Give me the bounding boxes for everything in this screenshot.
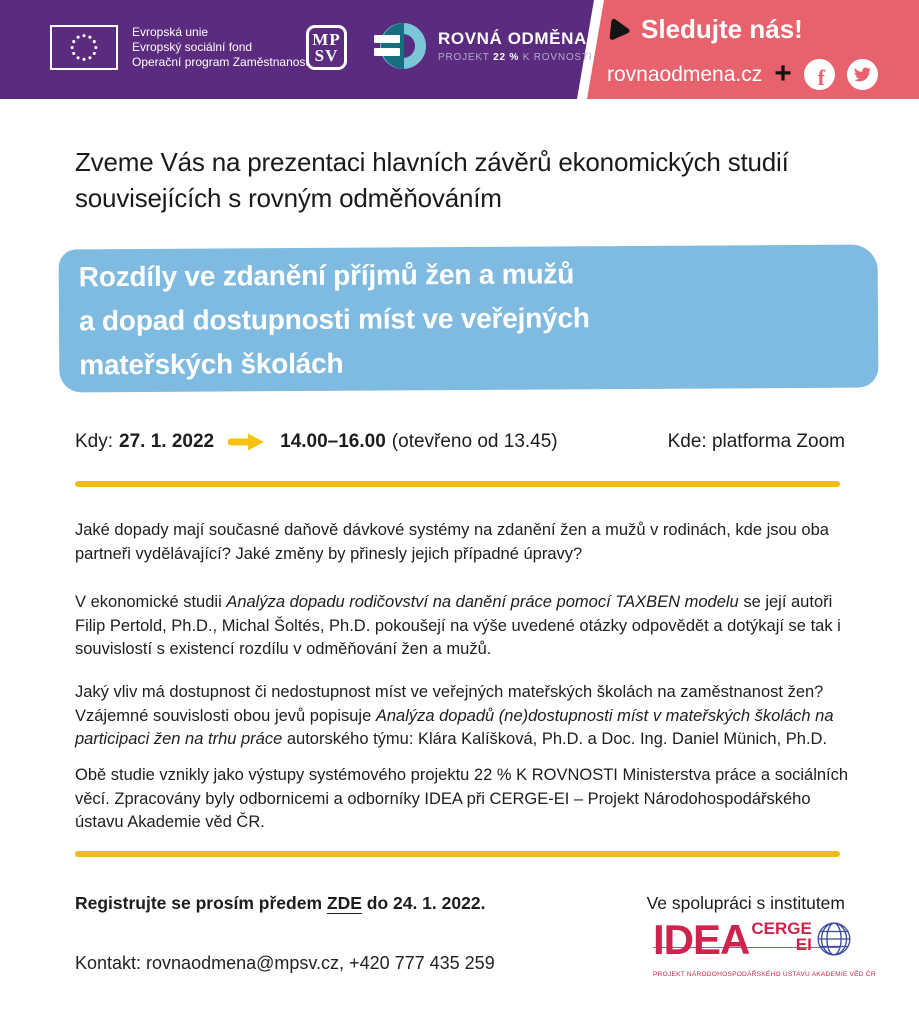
- p3-pre: Jaký vliv má dostupnost či nedostupnost míst ve veřejných mateřských školách na zaměstnanost žen? Vzájemné souvislosti obou jevů popisuje: [75, 683, 824, 725]
- register-pre: Registrujte se prosím předem: [75, 893, 327, 913]
- paragraph-project-info: Obě studie vznikly jako výstupy systémového projektu 22 % K ROVNOSTI Ministerstva práce a sociálních věcí. Zpracovány byly odbornicemi a odborníky IDEA při CERGE-EI – Projekt Národohospodářského ústavu Akademie věd ČR.: [75, 766, 849, 831]
- idea-tagline: PROJEKT NÁRODOHOSPODÁŘSKÉHO ÚSTAVU AKADEMIE VĚD ČR: [653, 971, 876, 978]
- eu-line-3: Operační program Zaměstnanost: [132, 55, 309, 69]
- banner-line-2: a dopad dostupnosti míst ve veřejných: [78, 301, 590, 336]
- eu-logo: [50, 25, 309, 70]
- cooperation-note: Ve spolupráci s institutem: [646, 893, 845, 913]
- cerge-label: CERGE: [751, 919, 812, 938]
- idea-logo-row: [653, 916, 845, 965]
- eu-text: [132, 25, 309, 70]
- banner-line-1: Rozdíly ve zdanění příjmů žen a mužů: [78, 257, 575, 292]
- when-label: Kdy:: [75, 431, 114, 452]
- equals-circle-icon: [374, 23, 426, 69]
- paragraph-study-taxben: [75, 591, 857, 662]
- equals-bar: [374, 48, 400, 56]
- plus-icon: +: [774, 56, 792, 90]
- p3-study-title: Analýza dopadů (ne)dostupnosti míst v mateřských školách na participaci žen na trhu práce: [75, 706, 834, 748]
- rovna-odmena-title: ROVNÁ ODMĚNA: [438, 29, 587, 48]
- social-block: [607, 14, 878, 90]
- facebook-letter: f: [817, 65, 825, 90]
- cerge-ei-block: [751, 921, 811, 953]
- ei-label: EI: [795, 935, 812, 954]
- subtitle-percent: 22 %: [493, 52, 520, 63]
- paragraph-questions: Jaké dopady mají současné daňově dávkové systémy na zdanění žen a mužů v rodinách, kde jsou oba partneři vydělávající? Jaké změny by přinesly jejich případné úpravy?: [75, 521, 829, 563]
- website-link[interactable]: rovnaodmena.cz: [607, 62, 763, 86]
- eu-line-1: Evropská unie: [132, 25, 209, 39]
- contact-line: Kontakt: rovnaodmena@mpsv.cz, +420 777 435 259: [75, 953, 495, 973]
- event-date: 27. 1. 2022: [119, 431, 215, 452]
- register-note: [75, 893, 485, 914]
- follow-us-label: Sledujte nás!: [641, 14, 803, 44]
- page-title: Zveme Vás na prezentaci hlavních závěrů ekonomických studií souvisejících s rovným odměňováním: [75, 147, 789, 213]
- where-info: Kde: platforma Zoom: [667, 431, 845, 452]
- facebook-icon[interactable]: [804, 59, 835, 90]
- eu-flag-icon: [50, 25, 118, 70]
- mpsv-line-2: SV: [314, 45, 339, 65]
- p2-pre: V ekonomické studii: [75, 593, 227, 611]
- arrow-right-icon: [228, 432, 266, 452]
- globe-icon: [814, 918, 854, 965]
- follow-us: [607, 14, 878, 45]
- rovna-odmena-text: [438, 29, 592, 63]
- twitter-icon[interactable]: [847, 59, 878, 90]
- subtitle-post: K ROVNOSTI: [519, 52, 593, 63]
- idea-wordmark: IDEA: [653, 916, 750, 963]
- site-row: [607, 56, 878, 90]
- rovna-odmena-subtitle: [438, 52, 592, 63]
- time-note: (otevřeno od 13.45): [391, 431, 558, 452]
- banner-line-3: mateřských školách: [79, 347, 344, 380]
- when-info: [75, 431, 558, 453]
- when-where-row: [75, 431, 845, 453]
- subtitle-pre: PROJEKT: [438, 52, 494, 63]
- mpsv-line-1: MP: [312, 29, 341, 49]
- idea-cerge-logo: [653, 916, 876, 978]
- paragraph-study-kindergarten: [75, 681, 857, 752]
- p2-study-title: Analýza dopadu rodičovství na danění práce pomocí TAXBEN modelu: [226, 593, 739, 611]
- topic-banner: [59, 244, 879, 392]
- half-disc-shape: [381, 23, 404, 69]
- p3-post: autorského týmu: Klára Kalíšková, Ph.D. a Doc. Ing. Daniel Münich, Ph.D.: [282, 730, 828, 748]
- mpsv-logo: [306, 25, 347, 70]
- yellow-divider-top: [75, 481, 840, 487]
- register-link[interactable]: ZDE: [326, 893, 362, 913]
- event-time: 14.00–16.00: [280, 431, 386, 452]
- footer-row: [75, 893, 845, 914]
- rovna-odmena-logo: [374, 23, 592, 69]
- yellow-divider-bottom: [75, 851, 840, 857]
- play-icon: [606, 16, 632, 42]
- p2-post: se její autoři Filip Pertold, Ph.D., Michal Šoltés, Ph.D. pokoušejí na výše uvedené otázky odpovědět a dotýkají se tak i souvislostí s existencí rozdílu v odměňování žen a mužů.: [75, 593, 841, 658]
- header: [0, 0, 919, 99]
- register-post: do 24. 1. 2022.: [361, 893, 486, 913]
- equals-bar: [374, 35, 400, 43]
- eu-line-2: Evropský sociální fond: [132, 40, 253, 54]
